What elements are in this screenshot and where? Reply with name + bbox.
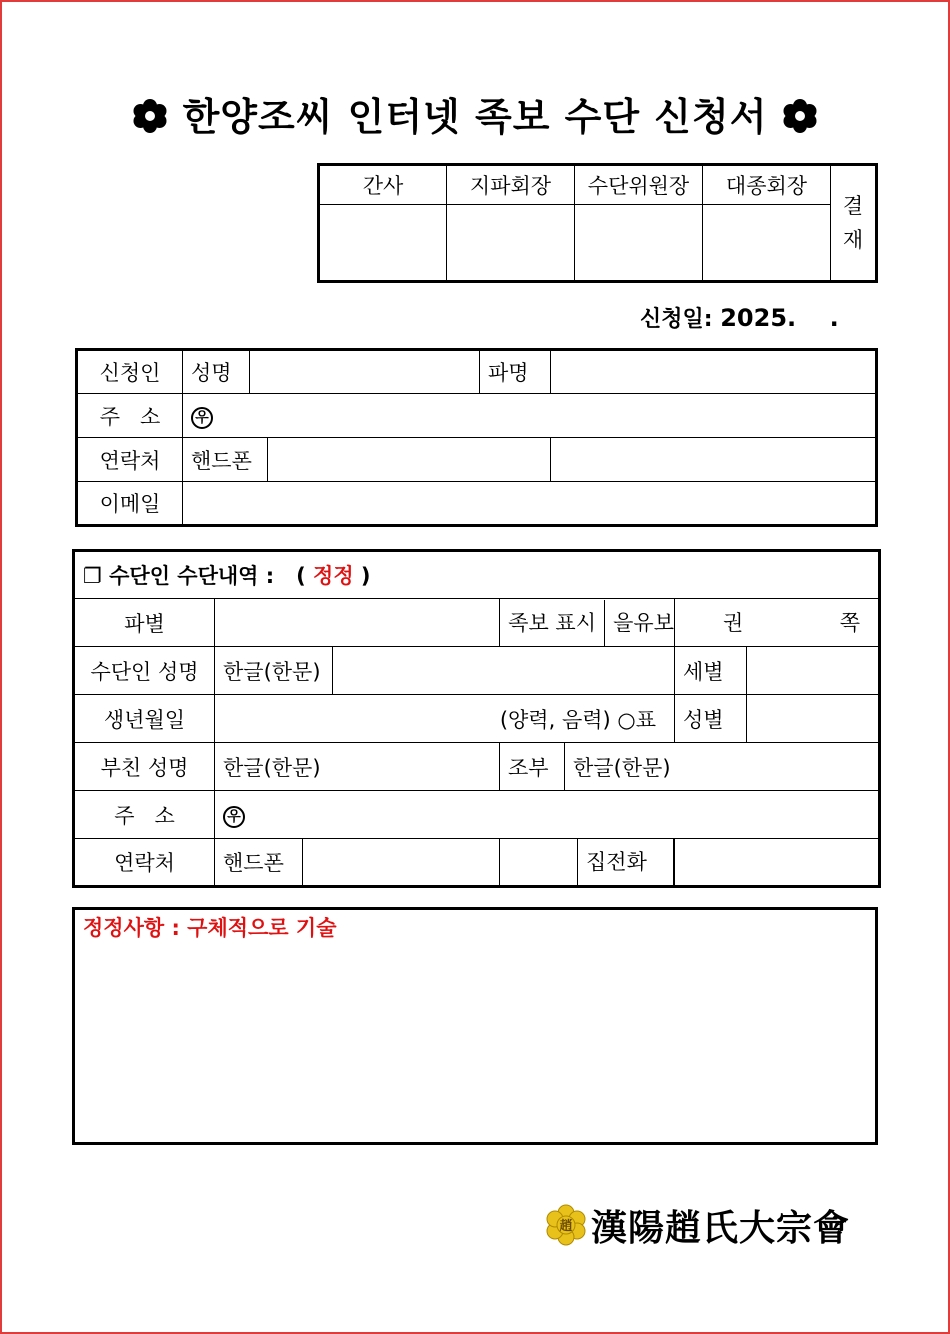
approval-header: 지파회장	[447, 165, 575, 205]
genealogy-mark-text: 족보 표시	[500, 600, 605, 646]
email-input[interactable]	[183, 482, 877, 526]
flower-icon	[132, 98, 168, 134]
recipient-contact-label: 연락처	[74, 839, 215, 887]
approval-table	[317, 163, 878, 283]
organization-signature	[545, 1200, 850, 1250]
organization-name: 漢陽趙氏大宗會	[591, 1206, 851, 1249]
volume-page-input[interactable]	[675, 599, 880, 647]
home-phone-input[interactable]	[551, 438, 877, 482]
grandfather-label: 조부	[500, 743, 565, 791]
volume-label: 을유보	[613, 610, 674, 635]
mobile-label: 핸드폰	[183, 438, 268, 482]
recipient-address-label: 주 소	[74, 791, 215, 839]
recipient-mobile-input[interactable]	[303, 839, 500, 887]
recipient-table	[72, 549, 881, 888]
father-name-label: 부친 성명	[74, 743, 215, 791]
recipient-type-close: )	[353, 564, 371, 588]
recipient-home-phone-text: 집전화	[577, 839, 674, 885]
recipient-home-phone-input[interactable]	[675, 839, 880, 887]
email-label: 이메일	[77, 482, 183, 526]
branch-input[interactable]	[551, 350, 877, 394]
applicant-label: 신청인	[77, 350, 183, 394]
recipient-type-open: (	[296, 564, 314, 588]
calendar-note: (양력, 음력) ○표	[499, 707, 656, 732]
signature-box[interactable]	[575, 205, 703, 282]
approval-header: 수단위원장	[575, 165, 703, 205]
date-label: 신청일:	[640, 307, 713, 332]
emblem-icon	[545, 1204, 587, 1246]
contact-label: 연락처	[77, 438, 183, 482]
recipient-name-label: 수단인 성명	[74, 647, 215, 695]
page-unit: 쪽	[839, 610, 861, 635]
branch-label: 파별	[74, 599, 215, 647]
name-label: 성명	[183, 350, 250, 394]
gender-input[interactable]	[747, 695, 880, 743]
postal-code-icon: 우	[191, 407, 213, 429]
postal-code-icon: 우	[223, 806, 245, 828]
signature-box[interactable]	[447, 205, 575, 282]
recipient-header	[74, 551, 880, 599]
recipient-address-input[interactable]	[215, 791, 880, 839]
correction-label: 정정사항 : 구체적으로 기술	[83, 916, 337, 940]
correction-box[interactable]	[72, 907, 878, 1145]
recipient-type: 정정	[313, 564, 354, 588]
birth-label: 생년월일	[74, 695, 215, 743]
flower-icon	[782, 98, 818, 134]
application-date	[640, 302, 839, 333]
branch-input[interactable]	[215, 599, 500, 647]
approval-header: 간사	[319, 165, 447, 205]
branch-label: 파명	[480, 350, 551, 394]
signature-box[interactable]	[703, 205, 831, 282]
recipient-name-input[interactable]	[333, 647, 675, 695]
recipient-header-text: ❐ 수단인 수단내역 :	[83, 564, 275, 588]
recipient-mobile-label: 핸드폰	[215, 839, 303, 887]
title-text: 한양조씨 인터넷 족보 수단 신청서	[182, 95, 768, 139]
date-value[interactable]: 2025. .	[720, 304, 839, 332]
volume-unit: 권	[723, 610, 744, 635]
address-input[interactable]	[183, 394, 877, 438]
recipient-home-phone-label	[500, 839, 675, 887]
genealogy-mark-label	[500, 599, 675, 647]
mobile-input[interactable]	[268, 438, 551, 482]
name-input[interactable]	[250, 350, 480, 394]
gender-label: 성별	[675, 695, 747, 743]
generation-label: 세별	[675, 647, 747, 695]
page-title	[0, 86, 950, 141]
approval-side-char: 결	[842, 194, 864, 218]
generation-input[interactable]	[747, 647, 880, 695]
address-label: 주 소	[77, 394, 183, 438]
father-name-input[interactable]: 한글(한문)	[215, 743, 500, 791]
approval-side-char: 재	[842, 228, 864, 252]
grandfather-input[interactable]: 한글(한문)	[565, 743, 880, 791]
approval-header: 대종회장	[703, 165, 831, 205]
birth-input[interactable]	[215, 695, 675, 743]
hangul-hanja-label: 한글(한문)	[215, 647, 333, 695]
approval-side-label	[831, 165, 877, 282]
applicant-table	[75, 348, 878, 527]
emblem-char: 趙	[559, 1219, 573, 1234]
signature-box[interactable]	[319, 205, 447, 282]
